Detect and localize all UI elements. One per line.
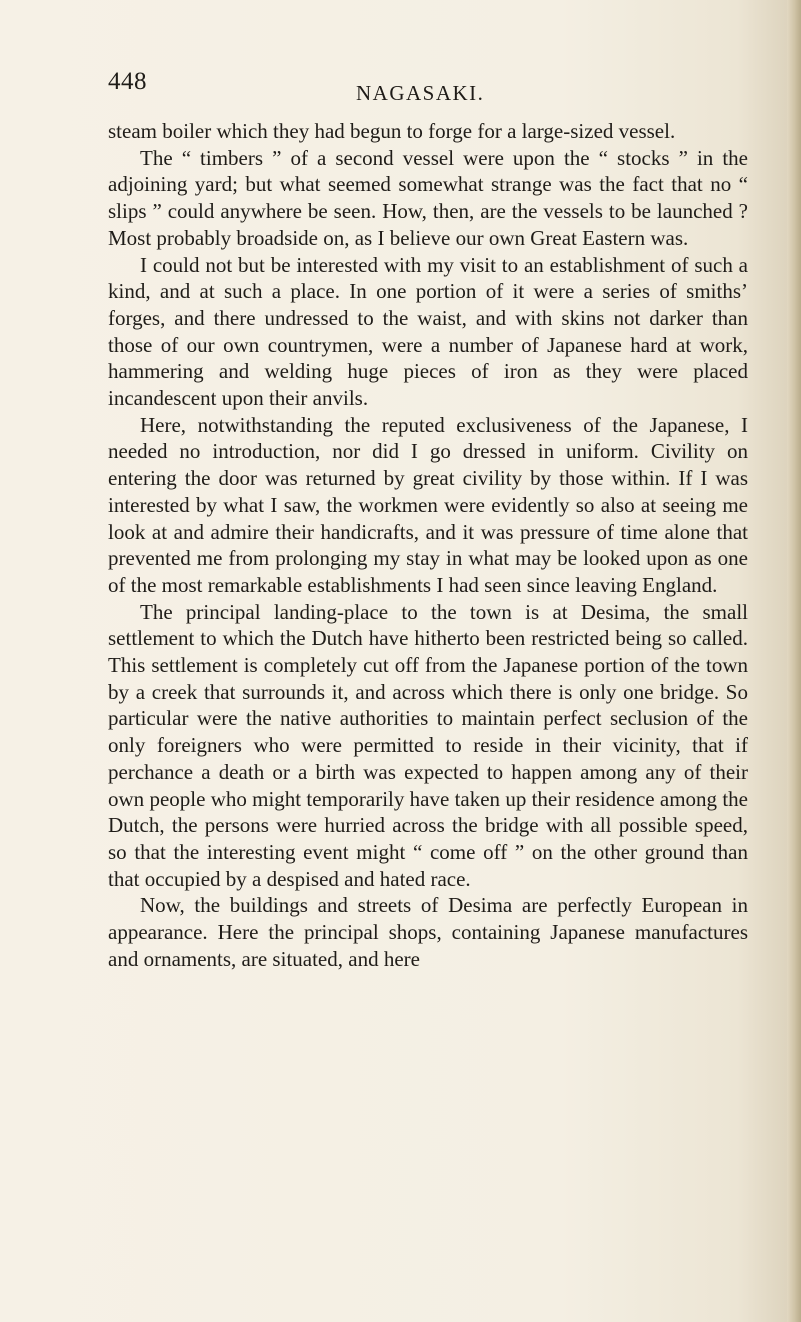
running-head: NAGASAKI. — [356, 81, 485, 105]
paragraph: Now, the buildings and streets of Desima are perfectly European in appearance. Here the principal shops, containing Japanese manufactures and ornaments, are situated, and here — [108, 893, 748, 971]
paragraph: The “ timbers ” of a second vessel were upon the “ stocks ” in the adjoining yard; but what seemed somewhat strange was the fact that no “ slips ” could anywhere be seen. How, then, are the vessels to be launched ? Most probably broadside on, as I believe our own Great Eastern was. — [108, 145, 748, 250]
paragraph: Here, notwithstanding the reputed exclusiveness of the Japanese, I needed no introduction, nor did I go dressed in uniform. Civility on entering the door was returned by great civility by those within. If I was interested by what I saw, the workmen were evidently so also at seeing me look at and admire their handicrafts, and it was pressure of time alone that prevented me from prolonging my stay in what may be looked upon as one of the most remarkable establishments I had seen since leaving England. — [108, 412, 748, 597]
paragraph: steam boiler which they had begun to forge for a large-sized vessel. — [108, 119, 676, 143]
page-edge — [787, 0, 801, 1322]
paragraph: The principal landing-place to the town is at Desima, the small settlement to which the Dutch have hitherto been restricted being so called. This settlement is completely cut off from the Japanese portion of the town by a creek that surrounds it, and across which there is only one bridge. So particular were the native authorities to maintain perfect seclusion of the only foreigners who were permitted to reside in their vicinity, that if perchance a death or a birth was expected to happen among any of their own people who might temporarily have taken up their residence among the Dutch, the persons were hurried across the bridge with all possible speed, so that the interesting event might “ come off ” on the other ground than that occupied by a despised and hated race. — [108, 599, 748, 891]
paragraph: I could not but be interested with my visit to an establishment of such a kind, and at such a place. In one portion of it were a series of smiths’ forges, and there undressed to the waist, and with skins not darker than those of our own countrymen, were a number of Japanese hard at work, hammering and welding huge pieces of iron as they were placed incandescent upon their anvils. — [108, 252, 748, 411]
page-number: 448 — [108, 68, 147, 95]
body-text — [108, 118, 748, 973]
